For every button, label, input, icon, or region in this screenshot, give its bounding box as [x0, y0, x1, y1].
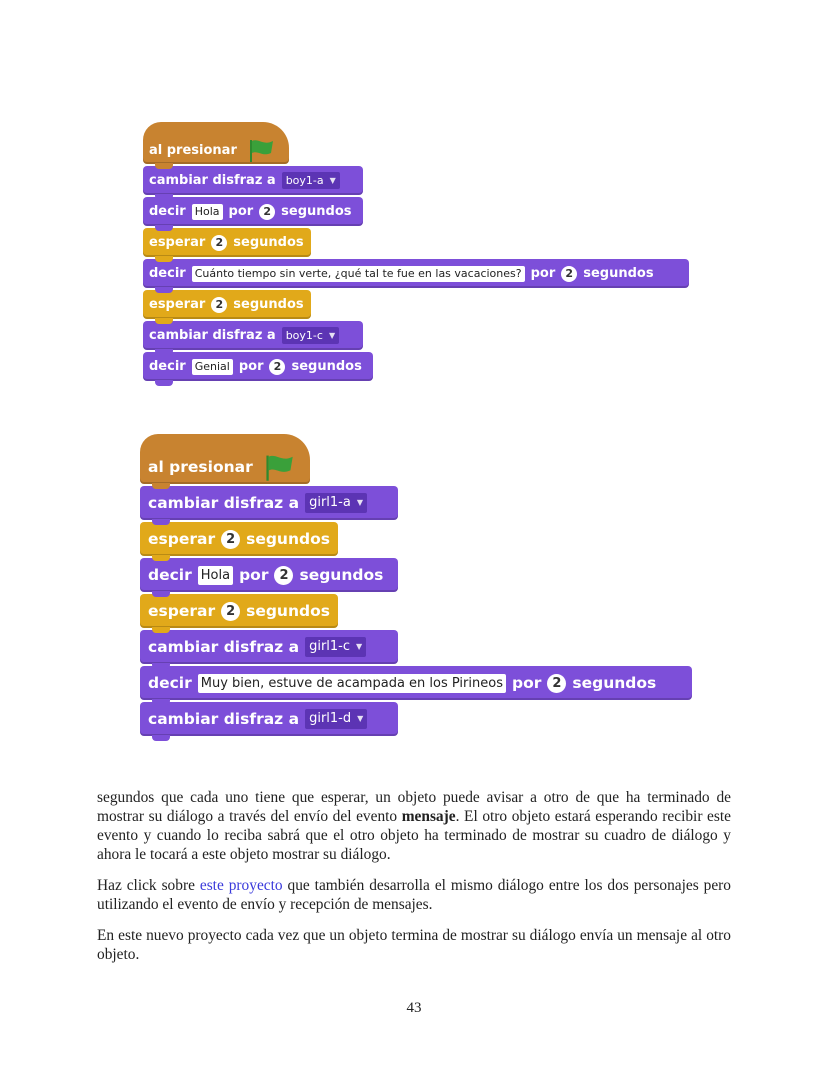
- text-run: . El otro objeto estará esperando recibir este evento y cuando lo reciba sabrá que el otro objeto ha terminado de mostrar su cuadro de diálogo y ahora le tocará a este objeto mostrar su diálogo.: [97, 808, 731, 863]
- block-label: segundos: [246, 602, 330, 620]
- say-for-secs-block[interactable]: [140, 558, 398, 592]
- dropdown-caret-icon: ▼: [329, 176, 336, 185]
- text-run: que también desarrolla el mismo diálogo entre los dos personajes pero utilizando el evento de envío y recepción de mensajes.: [97, 877, 731, 913]
- costume-value: boy1-a: [285, 174, 324, 187]
- when-flag-clicked-block[interactable]: [143, 122, 289, 164]
- block-label: segundos: [583, 266, 654, 281]
- say-text-input[interactable]: Hola: [198, 566, 233, 585]
- block-label: cambiar disfraz a: [148, 494, 300, 512]
- seconds-input[interactable]: 2: [221, 602, 240, 621]
- body-text: [97, 788, 731, 976]
- block-label: por: [239, 566, 269, 584]
- switch-costume-block[interactable]: [143, 321, 363, 350]
- seconds-input[interactable]: 2: [211, 297, 227, 313]
- costume-dropdown[interactable]: [305, 637, 366, 657]
- green-flag-icon: [263, 453, 295, 481]
- costume-value: girl1-c: [309, 639, 351, 654]
- block-label: decir: [148, 566, 192, 584]
- page-number: 43: [406, 1000, 422, 1016]
- bold-term: mensaje: [401, 808, 456, 825]
- seconds-input[interactable]: 2: [221, 530, 240, 549]
- block-label: decir: [149, 204, 186, 219]
- green-flag-icon: [247, 138, 275, 162]
- block-label: segundos: [233, 235, 304, 250]
- block-label: segundos: [291, 359, 362, 374]
- say-text-input[interactable]: Genial: [192, 359, 233, 375]
- block-label: segundos: [572, 674, 657, 692]
- switch-costume-block[interactable]: [140, 486, 398, 520]
- costume-dropdown[interactable]: [282, 327, 339, 344]
- block-label: por: [228, 204, 254, 219]
- block-label: esperar: [148, 530, 216, 548]
- text-run: segundos que cada uno tiene que esperar, un objeto puede avisar a otro de que ha terminado de mostrar su diálogo a través del envío del evento: [97, 789, 731, 825]
- block-label: cambiar disfraz a: [148, 638, 300, 656]
- block-label: decir: [148, 674, 192, 692]
- paragraph-1: [97, 788, 731, 864]
- wait-block[interactable]: [143, 228, 311, 257]
- block-label: segundos: [299, 566, 384, 584]
- block-label: por: [238, 359, 264, 374]
- say-for-secs-block[interactable]: [143, 259, 689, 288]
- switch-costume-block[interactable]: [140, 630, 398, 664]
- wait-block[interactable]: [140, 522, 338, 556]
- say-text-input[interactable]: Muy bien, estuve de acampada en los Pirineos: [198, 674, 506, 693]
- script-boy: [143, 122, 689, 383]
- seconds-input[interactable]: 2: [269, 359, 285, 375]
- dropdown-caret-icon: ▼: [356, 642, 363, 651]
- say-for-secs-block[interactable]: [143, 352, 373, 381]
- block-label: segundos: [281, 204, 352, 219]
- costume-dropdown[interactable]: [282, 172, 340, 189]
- block-label: decir: [149, 266, 186, 281]
- costume-value: boy1-c: [285, 329, 323, 342]
- block-label: por: [511, 674, 542, 692]
- block-label: cambiar disfraz a: [149, 328, 276, 343]
- block-label: cambiar disfraz a: [148, 710, 300, 728]
- block-label: esperar: [149, 235, 206, 250]
- block-label: por: [530, 266, 556, 281]
- block-label: esperar: [148, 602, 216, 620]
- costume-value: girl1-a: [309, 495, 351, 510]
- block-label: esperar: [149, 297, 206, 312]
- say-text-input[interactable]: Hola: [192, 204, 223, 220]
- dropdown-caret-icon: ▼: [356, 498, 363, 507]
- paragraph-2: [97, 876, 731, 914]
- block-label: segundos: [246, 530, 330, 548]
- seconds-input[interactable]: 2: [561, 266, 577, 282]
- costume-value: girl1-d: [309, 711, 352, 726]
- seconds-input[interactable]: 2: [547, 674, 566, 693]
- block-label: decir: [149, 359, 186, 374]
- seconds-input[interactable]: 2: [274, 566, 293, 585]
- block-label: segundos: [233, 297, 304, 312]
- text-run: Haz click sobre: [97, 877, 200, 894]
- script-girl: [140, 434, 692, 738]
- say-text-input[interactable]: Cuánto tiempo sin verte, ¿qué tal te fue en las vacaciones?: [192, 266, 525, 282]
- hat-label: al presionar: [148, 458, 253, 476]
- dropdown-caret-icon: ▼: [357, 714, 364, 723]
- seconds-input[interactable]: 2: [211, 235, 227, 251]
- switch-costume-block[interactable]: [140, 702, 398, 736]
- say-for-secs-block[interactable]: [140, 666, 692, 700]
- block-label: cambiar disfraz a: [149, 173, 276, 188]
- dropdown-caret-icon: ▼: [328, 331, 336, 340]
- switch-costume-block[interactable]: [143, 166, 363, 195]
- wait-block[interactable]: [140, 594, 338, 628]
- paragraph-3: En este nuevo proyecto cada vez que un objeto termina de mostrar su diálogo envía un mensaje al otro objeto.: [97, 927, 731, 963]
- costume-dropdown[interactable]: [305, 709, 367, 729]
- wait-block[interactable]: [143, 290, 311, 319]
- project-link[interactable]: este proyecto: [199, 877, 283, 894]
- when-flag-clicked-block[interactable]: [140, 434, 310, 484]
- say-for-secs-block[interactable]: [143, 197, 363, 226]
- hat-label: al presionar: [149, 142, 237, 158]
- costume-dropdown[interactable]: [305, 493, 367, 513]
- seconds-input[interactable]: 2: [259, 204, 275, 220]
